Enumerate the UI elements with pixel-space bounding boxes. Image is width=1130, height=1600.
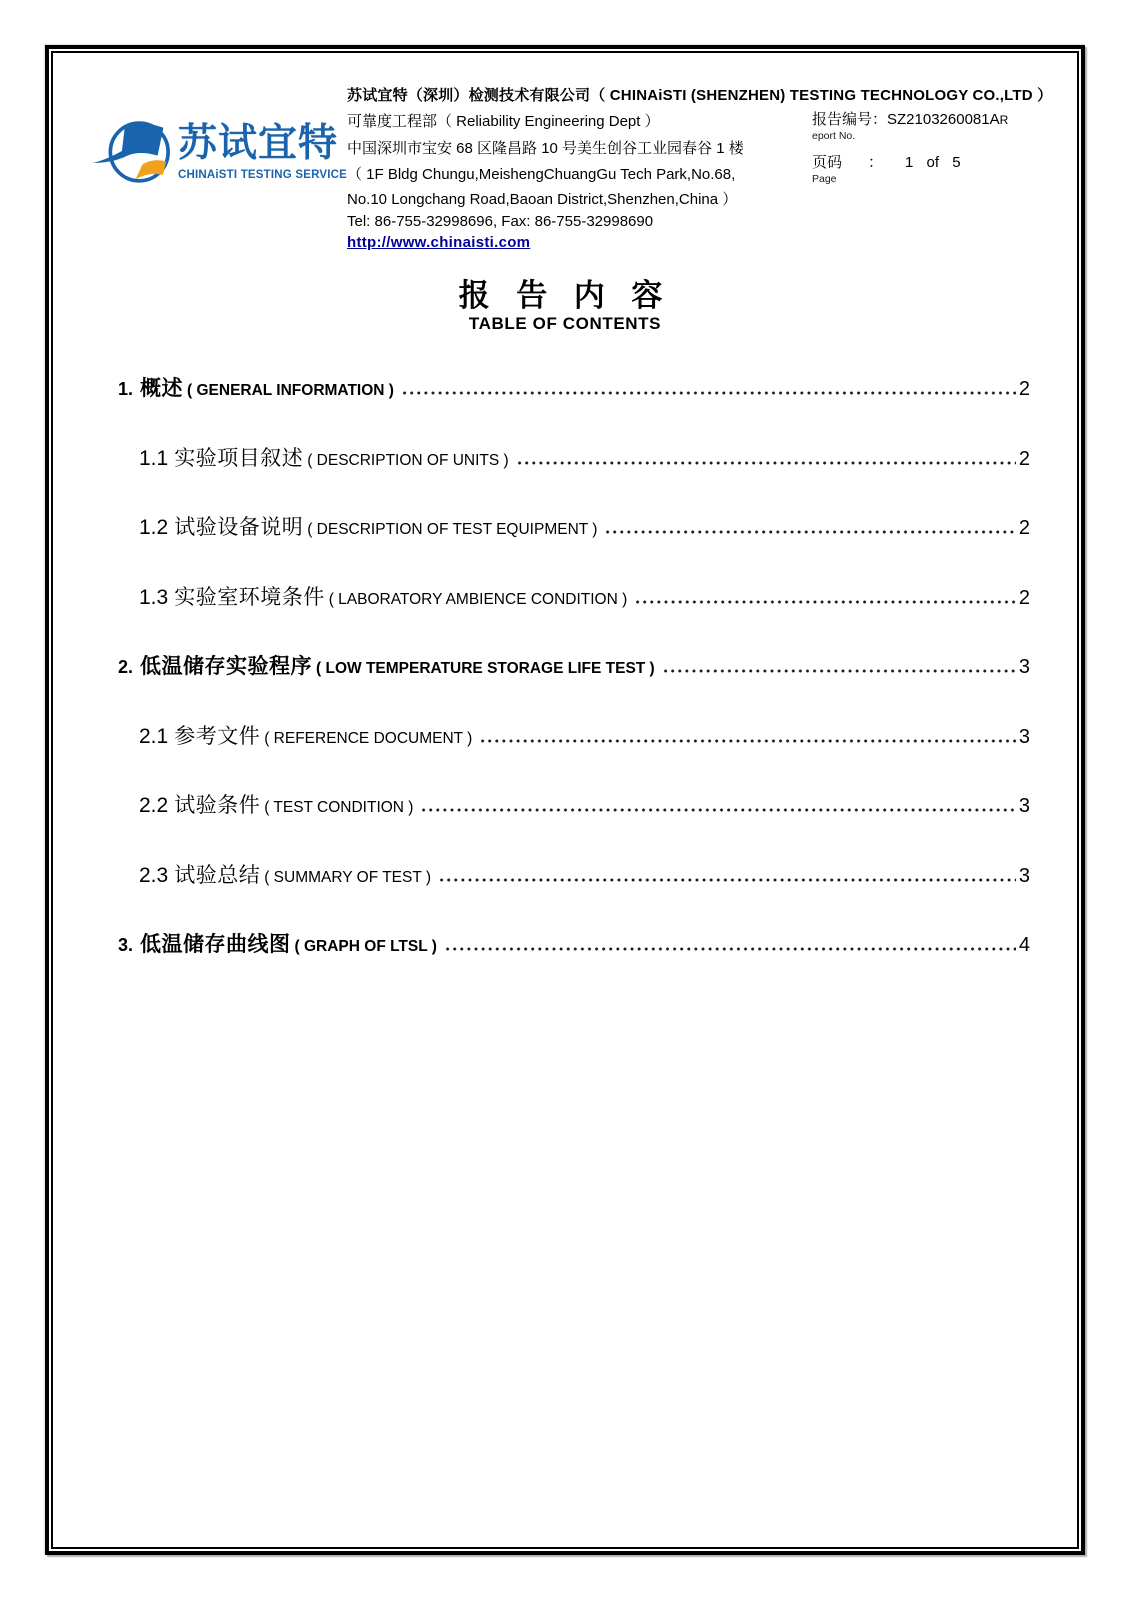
toc-entry-page: 3 [1018, 795, 1030, 817]
page-number-line [812, 151, 1008, 172]
toc-entry-title-en: ( LABORATORY AMBIENCE CONDITION ) [328, 590, 628, 608]
toc-entry-title-en: ( DESCRIPTION OF UNITS ) [307, 451, 509, 469]
department-line: 可靠度工程部（ Reliability Engineering Dept ） [347, 113, 660, 130]
toc-entry-number: 2.1 [139, 724, 169, 748]
dot-leader [440, 878, 1016, 882]
toc-entry-page: 2 [1018, 447, 1030, 470]
toc-entry-title-en: ( LOW TEMPERATURE STORAGE LIFE TEST ) [316, 660, 655, 677]
toc-entry [118, 720, 1030, 746]
report-number-line [812, 108, 1008, 129]
logo-blue-flag [93, 124, 164, 163]
toc-entry [118, 372, 1030, 398]
toc-entry-title-en: ( DESCRIPTION OF TEST EQUIPMENT ) [307, 521, 598, 538]
address-english-1: （ 1F Bldg Chungu,MeishengChuangGu Tech Park,No.68, [347, 166, 736, 183]
document-title-chinese: 报 告 内 容 [458, 278, 672, 313]
toc-entry-title-en: ( GENERAL INFORMATION ) [187, 382, 394, 399]
toc-entry [118, 650, 1030, 676]
toc-entry [118, 859, 1030, 885]
dot-leader [664, 669, 1016, 673]
toc-entry [118, 789, 1030, 815]
toc-entry-title-en: ( REFERENCE DOCUMENT ) [264, 729, 473, 747]
website-link[interactable]: http://www.chinaisti.com [347, 233, 531, 251]
dot-leader [636, 600, 1016, 604]
logo-chinese-name: 苏试宜特 [178, 122, 339, 165]
report-meta-block [812, 108, 1008, 185]
toc-entry-number: 1.1 [139, 446, 169, 470]
toc-entry-title-cn: 低温储存实验程序 [140, 655, 313, 678]
toc-entry-page: 3 [1018, 725, 1030, 748]
dot-leader [422, 808, 1015, 812]
page-label-cn: 页码 [812, 154, 843, 171]
toc-entry-title-cn: 试验总结 [174, 863, 261, 887]
report-label-wrap-head: R [999, 113, 1009, 127]
company-name-line: 苏试宜特（深圳）检测技术有限公司（ CHINAiSTI (SHENZHEN) TESTING TECHNOLOGY CO.,LTD ） [347, 87, 1053, 104]
toc-entry-page: 2 [1018, 586, 1030, 609]
tel-fax-line: Tel: 86-755-32998696, Fax: 86-755-32998690 [347, 212, 654, 230]
toc-entry-title-cn: 试验设备说明 [174, 516, 304, 539]
dot-leader [403, 391, 1016, 395]
report-label-wrap-tail: eport No. [812, 130, 856, 142]
address-chinese: 中国深圳市宝安 68 区隆昌路 10 号美生创谷工业园春谷 1 楼 [347, 139, 744, 157]
toc-entry-number: 2.3 [139, 863, 169, 887]
page-label-en: Page [812, 173, 837, 185]
dot-leader [518, 461, 1016, 465]
report-number-value: SZ2103260081A [887, 111, 1000, 128]
dot-leader [481, 739, 1016, 743]
report-number-label: 报告编号： [812, 111, 888, 128]
page-value: 1 of 5 [905, 154, 961, 171]
toc-entry-title-cn: 实验项目叙述 [174, 446, 304, 470]
toc-entry-title-cn: 参考文件 [174, 724, 261, 748]
toc-entry-title-cn: 低温储存曲线图 [140, 933, 291, 956]
toc-entry [118, 928, 1030, 954]
toc-entry [118, 442, 1030, 468]
toc-entry-number: 1.3 [139, 585, 169, 609]
toc-entry-page: 2 [1018, 378, 1030, 400]
toc-entry [118, 581, 1030, 607]
toc-entry-title-cn: 概述 [140, 377, 184, 400]
toc-entry-title-en: ( SUMMARY OF TEST ) [264, 868, 431, 886]
toc-entry-page: 4 [1018, 934, 1030, 956]
toc-entry-number: 2. [118, 657, 134, 677]
toc-entry-title-en: ( TEST CONDITION ) [264, 799, 414, 816]
toc-entry-number: 1.2 [139, 516, 169, 539]
chinaisti-logo-icon [92, 118, 176, 188]
toc-entry-page: 2 [1018, 517, 1030, 539]
toc-entry-page: 3 [1018, 864, 1030, 887]
toc-entry [118, 511, 1030, 537]
toc-entry-title-en: ( GRAPH OF LTSL ) [294, 938, 437, 955]
logo-text-block [178, 124, 348, 181]
toc-entry-title-cn: 实验室环境条件 [174, 585, 325, 609]
toc-entry-title-cn: 试验条件 [174, 794, 261, 817]
toc-entry-number: 3. [118, 935, 134, 955]
toc-entry-number: 1. [118, 379, 134, 399]
dot-leader [446, 947, 1016, 951]
document-title-english: TABLE OF CONTENTS [468, 314, 662, 333]
table-of-contents [118, 372, 1030, 998]
toc-entry-page: 3 [1018, 656, 1030, 678]
dot-leader [606, 530, 1015, 534]
page-colon: ： [868, 154, 884, 171]
toc-entry-number: 2.2 [139, 794, 169, 817]
company-info-block [347, 109, 817, 253]
address-english-2: No.10 Longchang Road,Baoan District,Shenzhen,China ） [347, 190, 738, 208]
logo-subtitle: CHINAiSTI TESTING SERVICE [178, 168, 348, 181]
